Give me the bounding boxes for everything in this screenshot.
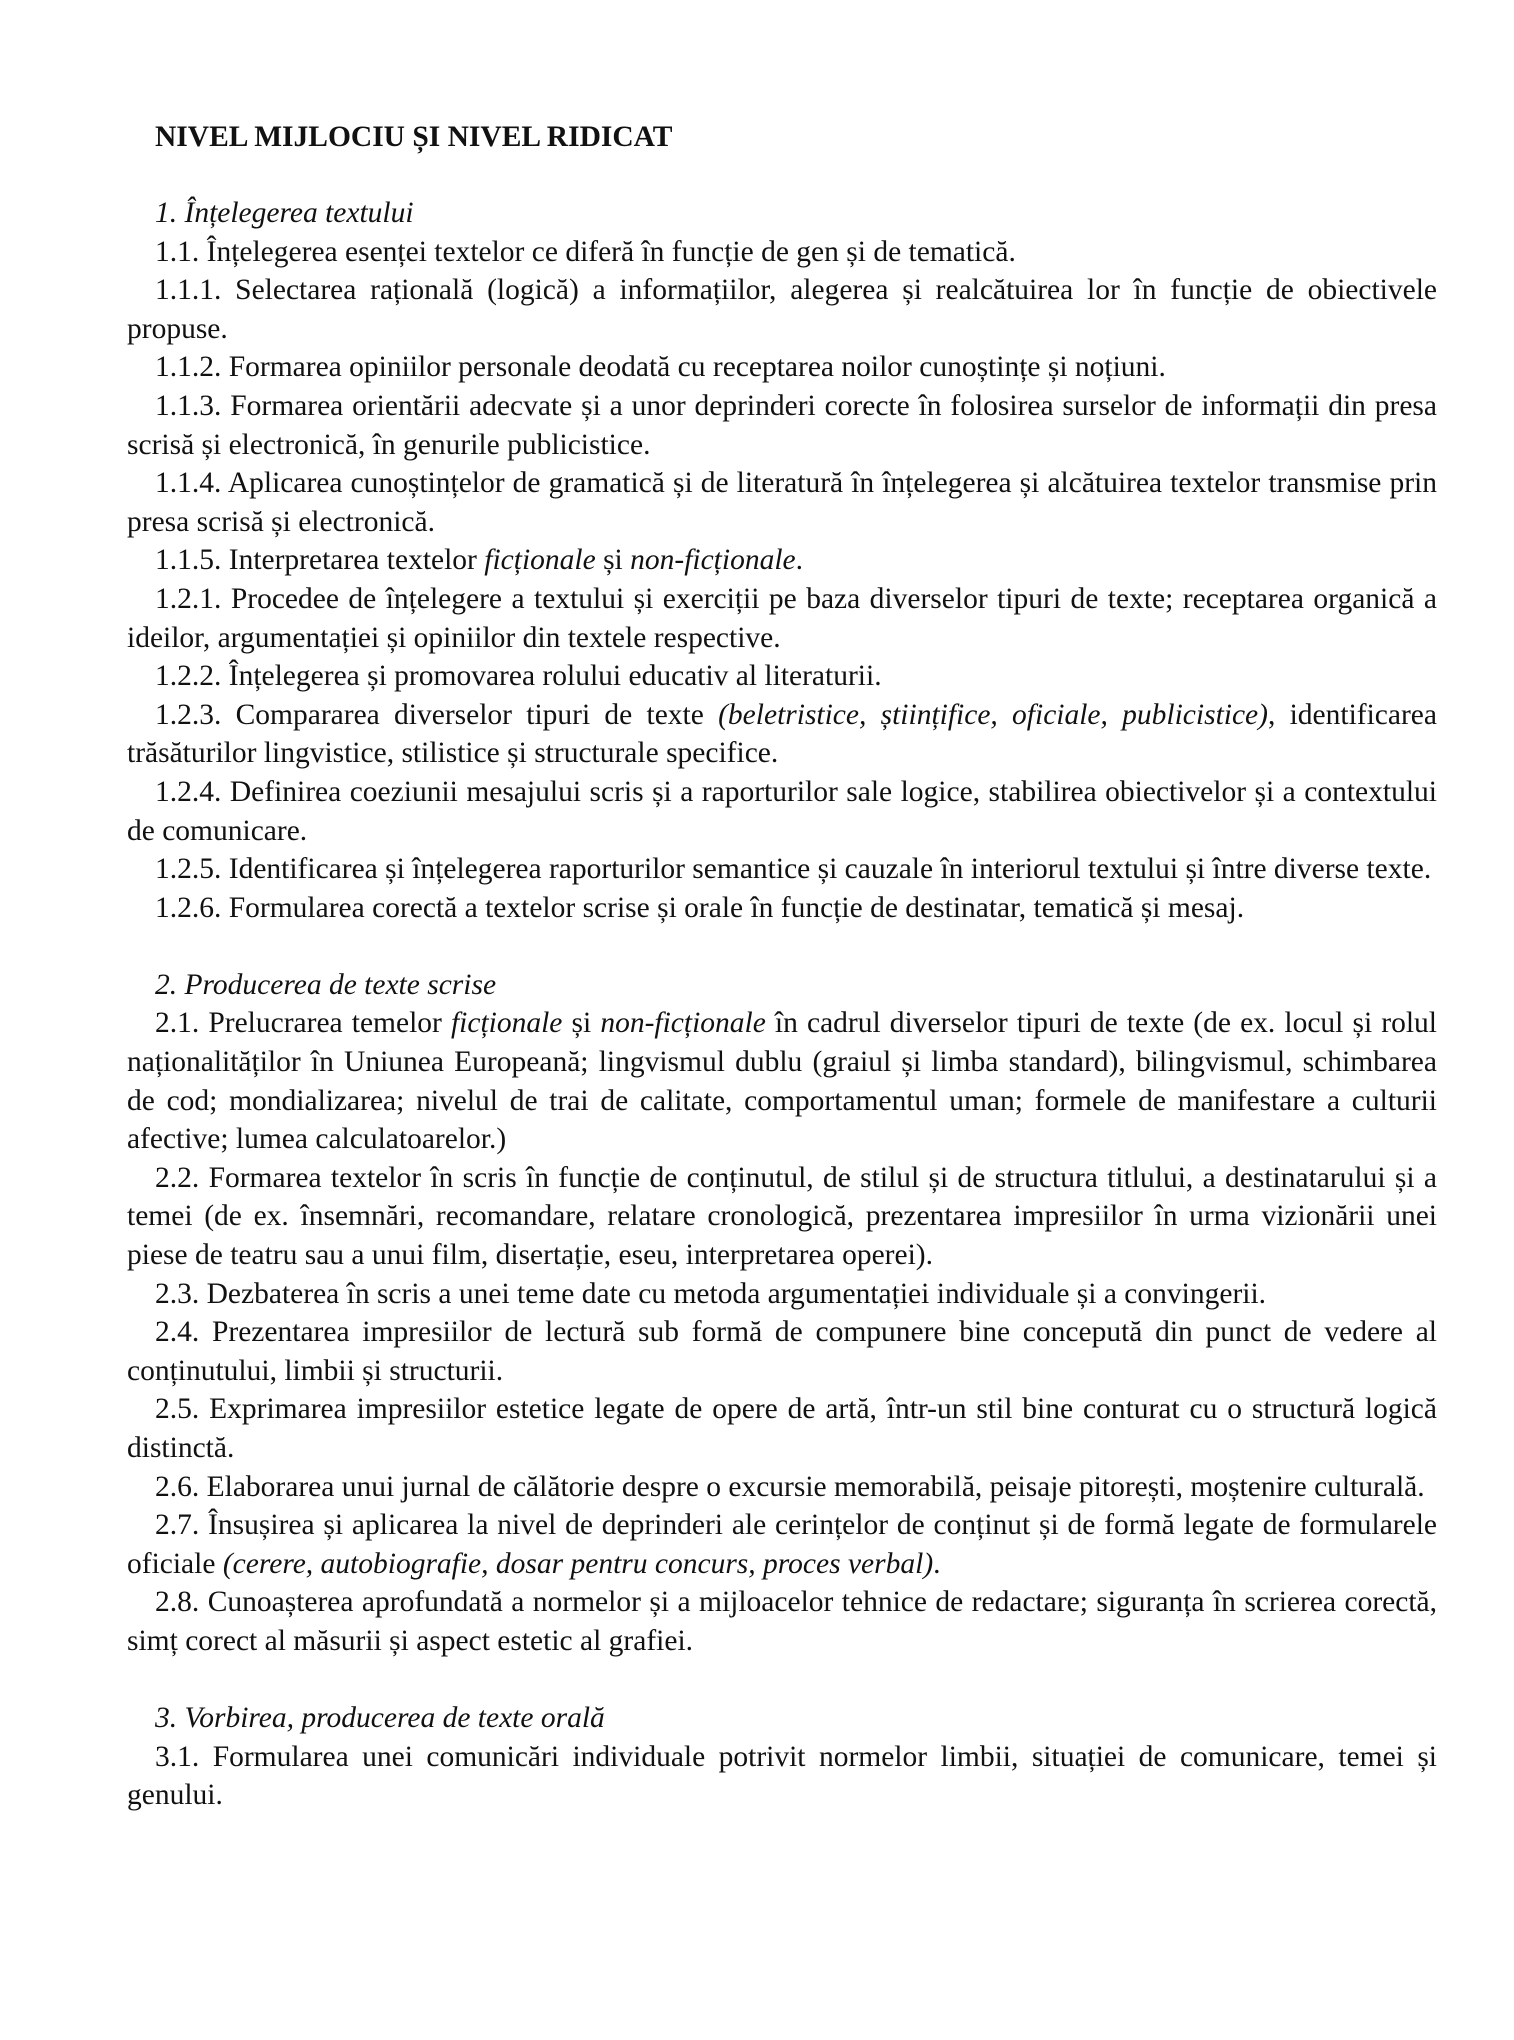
paragraph-item xyxy=(127,1738,1437,1815)
paragraph-item xyxy=(127,1004,1437,1158)
section-3 xyxy=(127,1699,1437,1815)
text-run: 2.3. Dezbaterea în scris a unei teme date cu metoda argumentației individuale și a convingerii. xyxy=(155,1277,1267,1310)
text-run: 1.1.2. Formarea opiniilor personale deodată cu receptarea noilor cunoștințe și noțiuni. xyxy=(155,351,1166,384)
text-run: 1.2.3. Compararea diverselor tipuri de texte xyxy=(155,698,719,731)
paragraph-item xyxy=(127,271,1437,348)
text-run: 1.1. Înțelegerea esenței textelor ce diferă în funcție de gen și de tematică. xyxy=(155,235,1016,268)
paragraph-item xyxy=(127,1506,1437,1583)
section-heading: 3. Vorbirea, producerea de texte orală xyxy=(155,1702,605,1735)
paragraph-item xyxy=(127,1583,1437,1660)
text-run: și xyxy=(595,544,631,577)
page-title: NIVEL MIJLOCIU ȘI NIVEL RIDICAT xyxy=(155,121,673,153)
section-2 xyxy=(127,966,1437,1661)
document-body xyxy=(127,194,1437,1815)
paragraph-item xyxy=(127,1159,1437,1275)
paragraph-item xyxy=(127,541,1437,580)
document-page xyxy=(127,118,1437,1815)
text-run: 1.2.4. Definirea coeziunii mesajului scris și a raporturilor sale logice, stabilirea obiectivelor și a contextului de comunicare. xyxy=(127,775,1437,847)
text-run: 2.8. Cunoașterea aprofundată a normelor și a mijloacelor tehnice de redactare; siguranța în scrierea corectă, simț corect al măsurii și aspect estetic al grafiei. xyxy=(127,1586,1437,1657)
text-run: în cadrul diverselor tipuri de texte (de ex. locul și rolul naționalităților în Uniunea Europeană; lingvismul dublu (graiul și limba standard), bilingvismul, schimbarea de cod; mondializarea; nivelul de trai de calitate, comportamentul uman; formele de manifestare a culturii afective; lumea calculatoarelor.) xyxy=(127,1007,1437,1156)
text-run: 2.5. Exprimarea impresiilor estetice legate de opere de artă, într-un stil bine conturat cu o structură logică distinctă. xyxy=(127,1393,1437,1464)
italic-text: (beletristice, științifice, oficiale, publicistice) xyxy=(718,698,1268,731)
text-run: 1.2.2. Înțelegerea și promovarea rolului educativ al literaturii. xyxy=(155,660,882,693)
text-run: 3.1. Formularea unei comunicări individuale potrivit normelor limbii, situației de comunicare, temei și genului. xyxy=(127,1740,1437,1812)
text-run: 2.7. Însușirea și aplicarea la nivel de deprinderi ale cerințelor de conținut și de formă legate de formularele oficiale xyxy=(127,1509,1437,1580)
text-run: 2.6. Elaborarea unui jurnal de călătorie despre o excursie memorabilă, peisaje pitorești, moștenire culturală. xyxy=(155,1470,1425,1503)
paragraph-item xyxy=(127,1390,1437,1467)
text-run: . xyxy=(933,1547,941,1580)
paragraph-item xyxy=(127,233,1437,272)
text-run: 1.2.1. Procedee de înțelegere a textului și exerciții pe baza diverselor tipuri de texte; receptarea organică a ideilor, argumentației și opiniilor din textele respective. xyxy=(127,582,1437,654)
text-run: 1.1.1. Selectarea rațională (logică) a informațiilor, alegerea și realcătuirea lor în funcție de obiectivele propuse. xyxy=(127,274,1437,345)
section-1 xyxy=(127,194,1437,927)
text-run: , identificarea trăsăturilor lingvistice, stilistice și structurale specifice. xyxy=(127,698,1437,770)
paragraph-item xyxy=(127,1313,1437,1390)
paragraph-item xyxy=(127,580,1437,657)
paragraph-item xyxy=(127,889,1437,928)
text-run: 2.1. Prelucrarea temelor xyxy=(155,1007,451,1040)
text-run: 1.1.4. Aplicarea cunoștințelor de gramatică și de literatură în înțelegerea și alcătuirea textelor transmise prin presa scrisă și electronică. xyxy=(127,467,1437,538)
paragraph-item xyxy=(127,348,1437,387)
paragraph-item xyxy=(127,1468,1437,1507)
italic-text: ficționale xyxy=(484,544,596,577)
section-heading: 1. Înțelegerea textului xyxy=(155,197,414,229)
text-run: 1.1.5. Interpretarea textelor xyxy=(155,544,485,577)
paragraph-item xyxy=(127,696,1437,773)
paragraph-item xyxy=(127,387,1437,464)
text-run: 2.4. Prezentarea impresiilor de lectură sub formă de compunere bine concepută din punct de vedere al conținutului, limbii și structurii. xyxy=(127,1316,1437,1387)
section-heading: 2. Producerea de texte scrise xyxy=(155,968,497,1001)
paragraph-item xyxy=(127,657,1437,696)
text-run: 1.2.6. Formularea corectă a textelor scrise și orale în funcție de destinatar, tematică și mesaj. xyxy=(155,891,1245,924)
italic-text: non-ficționale xyxy=(600,1007,766,1040)
text-run: . xyxy=(795,544,803,577)
paragraph-item xyxy=(127,464,1437,541)
paragraph-item xyxy=(127,1275,1437,1314)
paragraph-item xyxy=(127,850,1437,889)
paragraph-item xyxy=(127,773,1437,850)
text-run: 2.2. Formarea textelor în scris în funcție de conținutul, de stilul și de structura titlului, a destinatarului și a temei (de ex. însemnări, recomandare, relatare cronologică, prezentarea impresiilor în urma vizionării unei piese de teatru sau a unui film, disertație, eseu, interpretarea operei). xyxy=(127,1161,1437,1272)
italic-text: ficționale xyxy=(450,1007,563,1040)
text-run: și xyxy=(562,1007,601,1040)
italic-text: (cerere, autobiografie, dosar pentru concurs, proces verbal) xyxy=(222,1547,934,1580)
text-run: 1.1.3. Formarea orientării adecvate și a unor deprinderi corecte în folosirea surselor de informații din presa scrisă și electronică, în genurile publicistice. xyxy=(127,389,1437,461)
text-run: 1.2.5. Identificarea și înțelegerea raporturilor semantice și cauzale în interiorul textului și între diverse texte. xyxy=(155,853,1432,886)
italic-text: non-ficționale xyxy=(630,544,796,577)
